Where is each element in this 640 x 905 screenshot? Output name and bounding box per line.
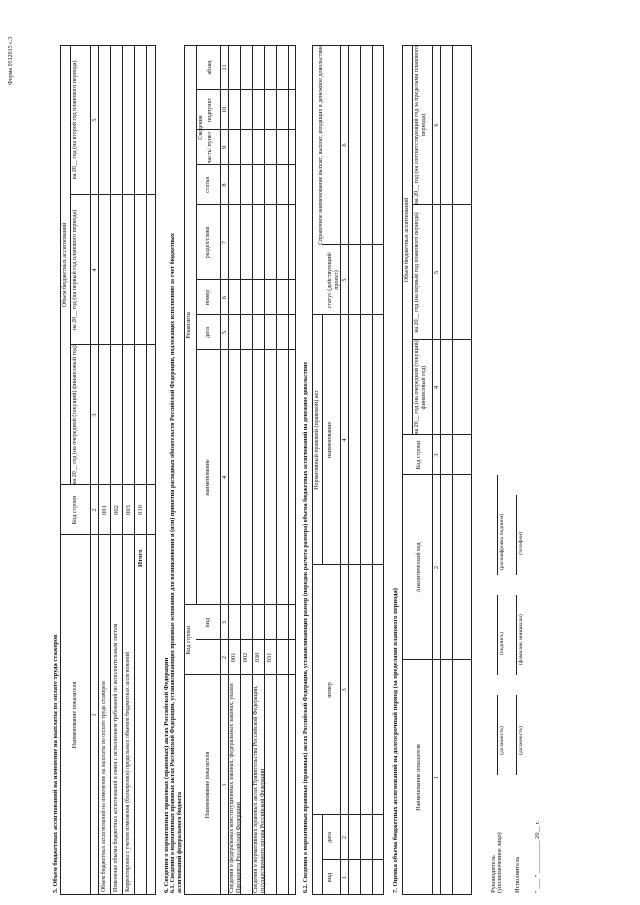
s5-col-second: на 20__ год (на второй год планового периода)	[72, 60, 78, 180]
s5-row-2: Изменение объема бюджетных ассигнований в связи с исполнением требований по исполнительным листам	[113, 623, 119, 892]
s5-total: Итого	[137, 549, 144, 567]
head-label-sub: (уполномоченное лицо)	[497, 832, 503, 893]
section-6-1-title: 6.1. Сведения о нормативных правовых актах Российской Федерации, устанавливающих правовые основания для возникновения и (или) принятия расходных обязательств Российской Федерации, подлежащих исполнению за счет бюджетных	[170, 233, 176, 893]
s5-row-3: Корректировка с учетом изменения (блокировки) предельных объемов бюджетных ассигнований	[125, 651, 131, 892]
form-code: Форма 0512015 с.3	[8, 36, 14, 85]
s6-row-1: Сведения о федеральных конституционных законах, федеральных законах, указах Президента Российской Федерации	[229, 683, 242, 893]
s5-row-1: Объем бюджетных ассигнований на изменение на выплаты по оплате труда стажеров	[101, 681, 107, 892]
rotated-form-page: Форма 0512015 с.3 5. Объем бюджетных ассигнований на изменение на выплаты по оплате труда стажеров Наименование показателя Код строки Объем бюджетных ассигнований на 20__ год (на очередной (текущий) финансовый год) на 20__ год (на первый год планового периода) на 20__ год (на второй год планового периода) 1 2 3 4 5 Объем бюджетных ассигнований на изменение на выплаты по оплате труда стажеров 001 Изменение объема бюджетных ассигнований в связи с исполнением требований по исполнительным листам 002 Корректировка с учетом изменения (блокировки) предельных объемов бюджетных ассигнований 003 Итого 010 6. Сведения о нормативных правовых (правовых) актах Российской Федерации 6.1. Сведения о нормативных правовых актах Российской Федерации, устанавливающих правовые основания для возникновения и (или) принятия расходных обязательств Российской Федерации, подлежащих исполнению за счет бюджетных ассигнований федерального бюджета Наименование показателя Код строки вид Реквизиты наименование дата номер раздел/глава статья Сведения часть/ пункт подпункт абзац 1 2 3 4 5 6 7 8 9 10 11 Сведения о федеральных конституционных законах, федеральных законах, указах Президента Российской Федерации 001 002 Сведения о нормативных правовых актах Правительства Российской Федерации, государственного органа Российской Федерации 030 031 6.2. Сведения о нормативных правовых (правовых) актах Российской Федерации, устанавливающих размер (порядок расчета размера) объема бюджетных ассигнований на денежное довольствие вид дата номер Нормативный правовой (правовой) акт наименование статус (действующий/проект) Справочное наименование выплат, выплат, входящих в денежное довольствие 1 2 3 4 5 6 7. Оценка объема бюджетных ассигнований на долгосрочный период (за пределами планового периода) Наименование показателя Аналитический код Код строки Объем бюджетных ассигнований на 20__ год (на очередной (текущий) финансовый год) на 20__ год (на первый год планового периода) на 20__ год (на соответствующий год за пределами планового периода) 1 2 3 4 5 6 Руководитель (уполномоченное лицо) (должность) (подпись) (расшифровка подписи) Исполнитель (должность) (фамилия, инициалы) (телефон) " ___ " __________ 20__ г.	[8, 36, 541, 893]
s6-row-2: Сведения о нормативных правовых актах Правительства Российской Федерации, государственного органа Российской Федерации	[253, 685, 266, 893]
date-line: " ___ " __________ 20__ г.	[534, 820, 541, 893]
section-5-title: 5. Объем бюджетных ассигнований на изменение на выплаты по оплате труда стажеров	[52, 634, 59, 893]
s5-col-line-code: Код строки	[72, 495, 78, 525]
s5-col-volume: Объем бюджетных ассигнований	[62, 222, 68, 308]
s5-col-indicator: Наименование показателя	[72, 681, 78, 749]
s5-col-first: на 20__ год (на первый год планового периода)	[72, 209, 78, 331]
section-7-title: 7. Оценка объема бюджетных ассигнований на долгосрочный период (за пределами планового периода)	[392, 588, 399, 893]
head-label: Руководитель	[490, 855, 497, 893]
executor-label: Исполнитель	[514, 856, 521, 893]
s5-col-current: на 20__ год (на очередной (текущий) финансовый год)	[72, 345, 78, 485]
section-6-title: 6. Сведения о нормативных правовых (правовых) актах Российской Федерации	[163, 657, 170, 893]
section-6-1-title-cont: ассигнований федерального бюджета	[177, 791, 183, 893]
section-6-2-title: 6.2. Сведения о нормативных правовых (правовых) актах Российской Федерации, устанавливающих размер (порядок расчета размера) объема бюджетных ассигнований на денежное довольствие	[303, 361, 309, 893]
